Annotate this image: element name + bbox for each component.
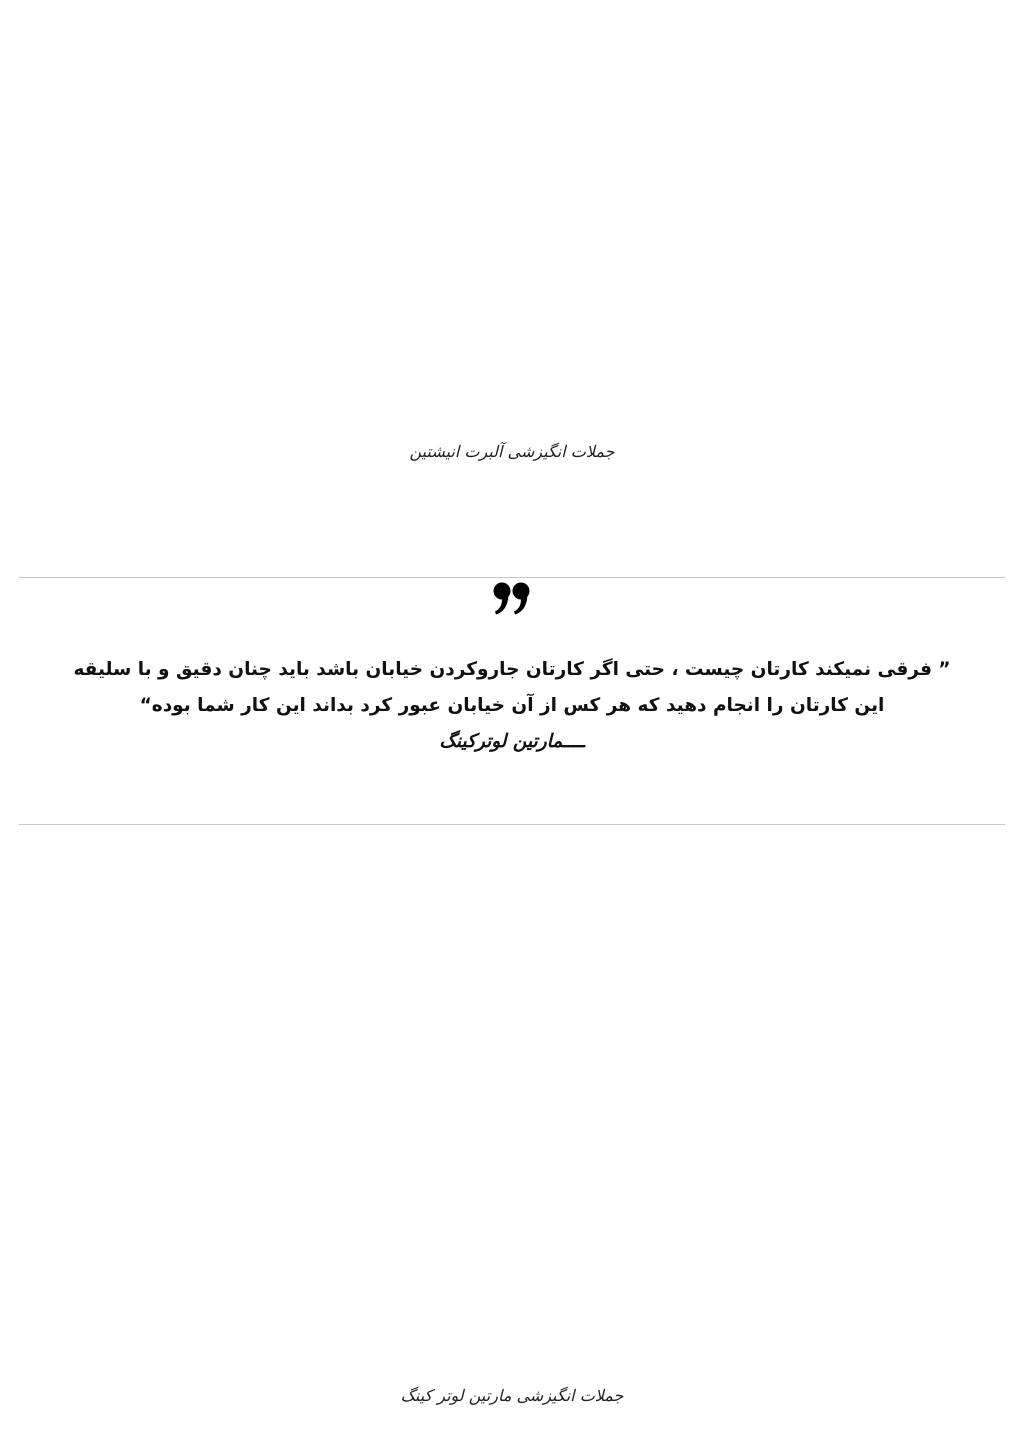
quote-mark-icon: [493, 581, 531, 615]
caption-martin-luther-king: جملات انگیزشی مارتین لوتر کینگ: [400, 1386, 624, 1405]
quote-block: [19, 577, 1005, 825]
quote-author: ــــمارتین لوترکینگ: [439, 731, 585, 752]
quote-text: ” فرقی نمیکند کارتان چیست ، حتی اگر کارتان جاروکردن خیابان باشد باید چنان دقیق و با سلیقه این کارتان را انجام دهید که هر کس از آن خیابان عبور کرد بداند این کار شما بوده“: [73, 659, 951, 716]
caption-einstein: جملات انگیزشی آلبرت انیشتین: [409, 442, 615, 461]
